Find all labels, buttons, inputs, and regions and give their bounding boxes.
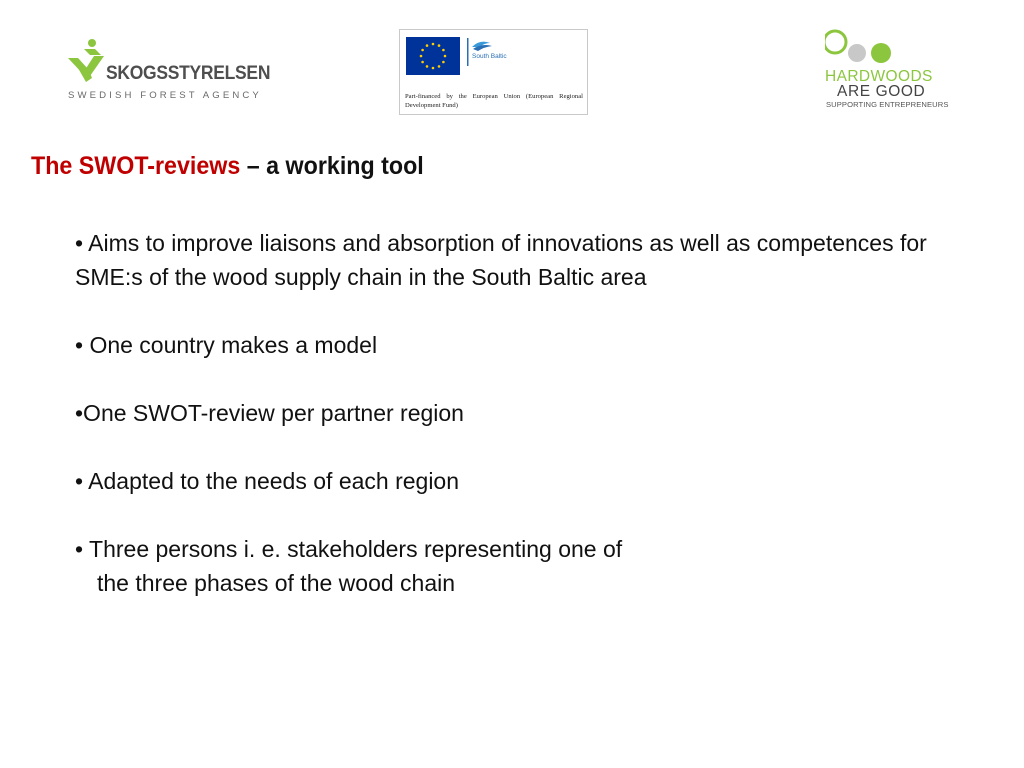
south-baltic-logo [466, 37, 512, 67]
hardwoods-logo [825, 20, 975, 115]
hardwoods-line2: ARE GOOD [837, 83, 926, 100]
bullet-item: • Adapted to the needs of each region [75, 468, 460, 494]
skogsstyrelsen-name: SKOGSSTYRELSEN [106, 63, 271, 84]
eu-funding-logo [399, 29, 588, 115]
skogsstyrelsen-subtitle: SWEDISH FOREST AGENCY [68, 90, 262, 101]
bullet-text: • Three persons i. e. stakeholders representing one of [75, 536, 623, 562]
skogsstyrelsen-logo [66, 38, 271, 108]
bullet-item [75, 532, 955, 600]
bullet-item: •One SWOT-review per partner region [75, 400, 464, 426]
hardwoods-line1: HARDWOODS [825, 68, 933, 85]
south-baltic-label: South Baltic [472, 53, 507, 60]
slide-title [31, 152, 424, 181]
eu-funding-caption: Part-financed by the European Union (European Regional Development Fund) [405, 93, 583, 109]
bullet-list [75, 226, 955, 634]
slide-title-highlight: The SWOT-reviews [31, 152, 241, 180]
tree-icon [66, 38, 110, 86]
bullet-continuation: the three phases of the wood chain [97, 570, 456, 596]
bullet-item: • One country makes a model [75, 332, 378, 358]
eu-flag-icon [406, 37, 460, 75]
bullet-item: • Aims to improve liaisons and absorption of innovations as well as competences for SME:s of the wood supply chain in the South Baltic area [75, 230, 927, 290]
circles-icon [825, 20, 900, 75]
slide-title-rest: – a working tool [240, 152, 424, 180]
hardwoods-line3: SUPPORTING ENTREPRENEURS [826, 100, 949, 109]
